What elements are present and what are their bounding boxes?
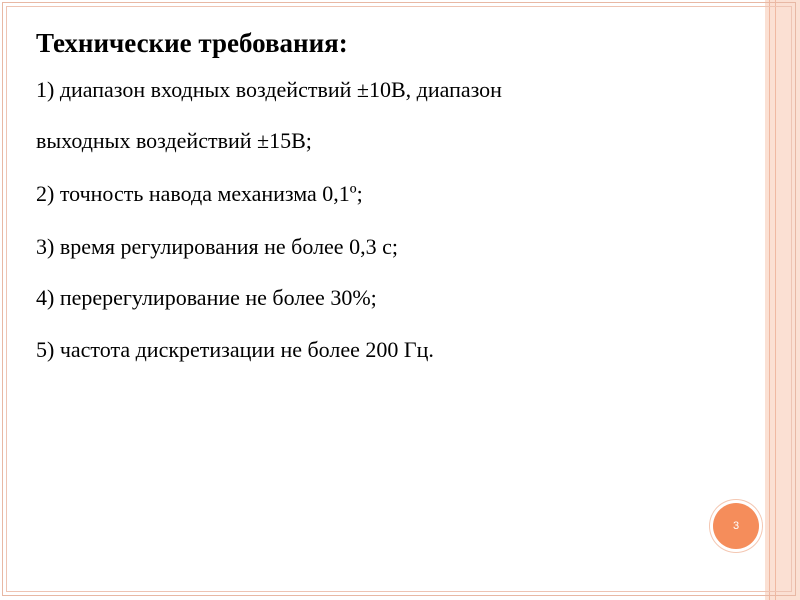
requirement-line-2: 2) точность навода механизма 0,1º; (36, 181, 363, 206)
requirement-line-1: 1) диапазон входных воздействий ±10В, диапазон (36, 77, 502, 102)
requirement-line-3: 3) время регулирования не более 0,3 с; (36, 234, 398, 259)
requirement-line-4: 4) перерегулирование не более 30%; (36, 285, 377, 310)
requirement-line-5: 5) частота дискретизации не более 200 Гц. (36, 337, 434, 362)
requirement-line-1-continued: выходных воздействий ±15В; (36, 128, 312, 153)
page-number-badge (713, 503, 759, 549)
slide-title: Технические требования: (36, 28, 348, 58)
page-number: 3 (732, 520, 740, 532)
